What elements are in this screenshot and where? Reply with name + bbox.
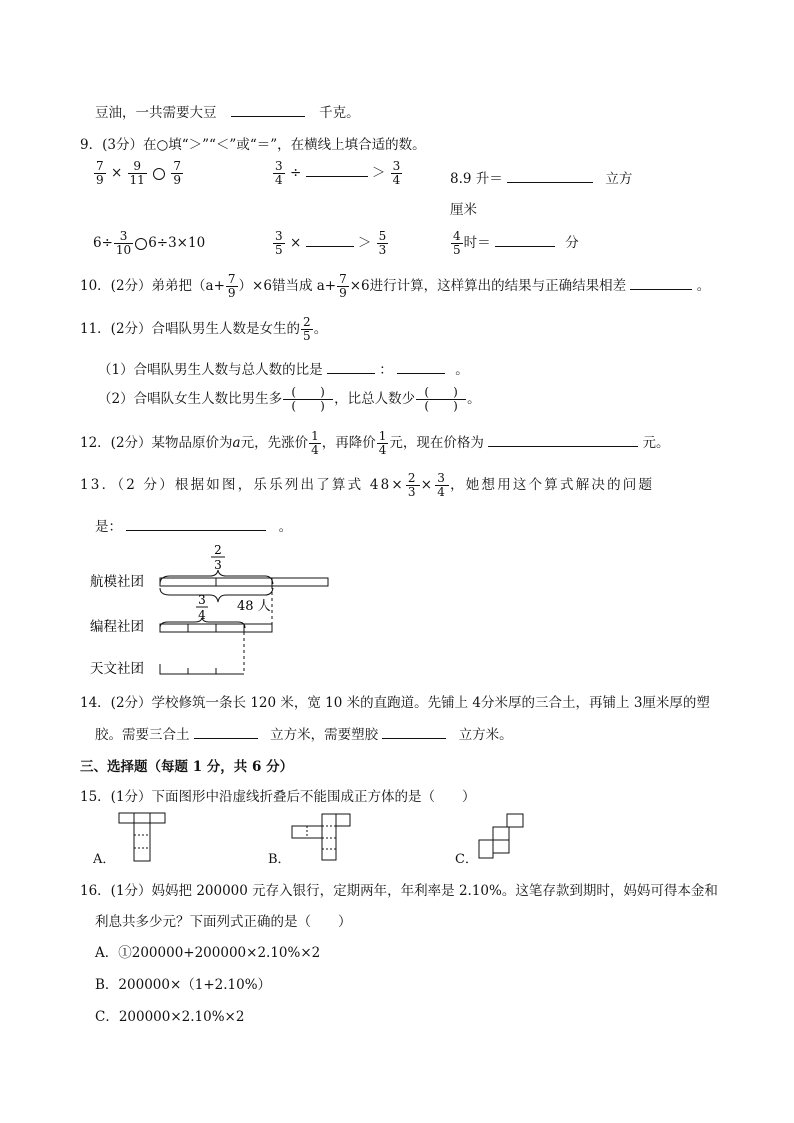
q11-blank-2[interactable] bbox=[397, 359, 445, 374]
fraction: $\frac{3}{10}$ bbox=[115, 229, 132, 257]
q15-stem: 15．(1分）下面图形中沿虚线折叠后不能围成正方体的是（ ） bbox=[80, 789, 476, 805]
text: ，比总人数少 bbox=[334, 391, 416, 407]
text: 立方米，需要塑胶 bbox=[270, 727, 379, 743]
fraction: $\frac{3}{5}$ bbox=[275, 229, 283, 257]
q11-blank-1[interactable] bbox=[327, 359, 375, 374]
q9-row2-b bbox=[272, 230, 389, 257]
q15-option-b[interactable]: B． bbox=[268, 852, 291, 867]
net-a-icon bbox=[118, 812, 168, 864]
variable: a bbox=[232, 435, 241, 451]
frac-den: 3 bbox=[214, 558, 222, 572]
text: 。 bbox=[696, 278, 711, 294]
q9-row1-c bbox=[450, 167, 632, 187]
unit: 立方 bbox=[605, 171, 633, 187]
fraction: $\frac{4}{5}$ bbox=[453, 229, 461, 257]
q10-blank[interactable] bbox=[630, 275, 692, 290]
aviation-bar bbox=[160, 578, 328, 586]
text: 。 bbox=[467, 391, 481, 407]
fraction: $\frac{5}{3}$ bbox=[378, 229, 387, 257]
q15-option-a[interactable]: A． bbox=[93, 852, 116, 867]
text: ）×6错当成 a+ bbox=[238, 278, 337, 294]
q9-row1-a bbox=[93, 160, 184, 187]
operator: ＞ bbox=[357, 235, 372, 251]
q11-s1 bbox=[98, 358, 469, 378]
q16-option-a[interactable]: A．①200000+200000×2.10%×2 bbox=[95, 945, 321, 961]
astronomy-bar bbox=[160, 664, 244, 674]
text: ： bbox=[379, 362, 393, 378]
unit: 元。 bbox=[642, 435, 670, 451]
q9-row1-b bbox=[272, 160, 403, 187]
q16-line1: 16．(1分）妈妈把 200000 元存入银行，定期两年，年利率是 2.10%。这笔存款到期时，妈妈可得本金和 bbox=[80, 883, 718, 899]
fraction: $\frac{7}{9}$ bbox=[227, 272, 236, 300]
q13 bbox=[80, 472, 654, 499]
operator: × bbox=[110, 165, 123, 181]
text: 。 bbox=[313, 321, 328, 337]
q9-blank-c1[interactable] bbox=[507, 168, 593, 183]
fraction: $\frac{3}{4}$ bbox=[275, 159, 283, 187]
q10 bbox=[80, 273, 710, 300]
text: 立方米。 bbox=[458, 727, 513, 743]
label-aviation: 航模社团 bbox=[90, 574, 144, 590]
text: （2）合唱队女生人数比男生多 bbox=[98, 391, 283, 407]
net-c-icon bbox=[477, 812, 529, 862]
compare-circle[interactable] bbox=[153, 168, 165, 180]
text: 12．(2分）某物品原价为 bbox=[80, 435, 233, 451]
q9-blank-b1[interactable] bbox=[306, 162, 368, 177]
q8-tail bbox=[95, 101, 360, 121]
text: （1）合唱队男生人数与总人数的比是 bbox=[98, 362, 323, 378]
mid-brace bbox=[160, 618, 245, 628]
q9-unit2: 厘米 bbox=[450, 202, 477, 218]
q16-option-b[interactable]: B．200000×（1+2.10%） bbox=[95, 977, 272, 993]
q12 bbox=[80, 430, 669, 457]
text: 。 bbox=[278, 519, 293, 535]
q16-option-c[interactable]: C．200000×2.10%×2 bbox=[95, 1009, 245, 1025]
unit: 分 bbox=[565, 235, 579, 251]
section-3-heading: 三、选择题（每题 1 分，共 6 分） bbox=[80, 759, 294, 775]
text: 6÷ bbox=[93, 235, 113, 251]
text: 元，现在价格为 bbox=[389, 435, 484, 451]
text: 是： bbox=[95, 519, 122, 535]
text: 胶。需要三合土 bbox=[95, 727, 190, 743]
q8-text: 豆油，一共需要大豆 bbox=[95, 105, 217, 121]
bar-diagram bbox=[90, 540, 350, 685]
net-b-icon bbox=[291, 812, 355, 864]
text: 13．（2 分）根据如图，乐乐列出了算式 bbox=[80, 477, 364, 493]
q9-blank-c2[interactable] bbox=[495, 232, 555, 247]
fraction: $\frac{1}{4}$ bbox=[311, 429, 319, 457]
frac-den: 4 bbox=[198, 608, 206, 622]
q9-blank-b2[interactable] bbox=[306, 232, 354, 247]
operator: × bbox=[289, 235, 302, 251]
text: ，她想用这个算式解决的问题 bbox=[450, 477, 655, 493]
text: ，再降价 bbox=[321, 435, 376, 451]
q11-s2 bbox=[98, 386, 481, 413]
q15-option-c[interactable]: C． bbox=[455, 852, 478, 867]
q13-line2 bbox=[95, 515, 292, 535]
fraction: $\frac{7}{9}$ bbox=[339, 272, 347, 300]
fraction: $\frac{9}{11}$ bbox=[129, 159, 145, 187]
fraction: $\frac{3}{4}$ bbox=[392, 159, 401, 187]
q13-blank[interactable] bbox=[126, 516, 266, 531]
text: 。 bbox=[455, 362, 469, 378]
fraction: $\frac{2}{3}$ bbox=[407, 471, 418, 499]
compare-circle[interactable] bbox=[135, 238, 147, 250]
operator: × bbox=[420, 477, 435, 493]
fraction: $\frac{3}{4}$ bbox=[437, 471, 448, 499]
text: 10．(2分）弟弟把（a+ bbox=[80, 278, 225, 294]
fraction: $\frac{7}{9}$ bbox=[96, 159, 104, 187]
text: 6÷3×10 bbox=[148, 235, 206, 251]
paren-fraction[interactable]: $\frac{( )}{( )}$ bbox=[283, 386, 333, 413]
frac-num: 3 bbox=[198, 593, 206, 607]
q16-line2: 利息共多少元？下面列式正确的是（ ） bbox=[95, 914, 352, 930]
text: ×6进行计算，这样算出的结果与正确结果相差 bbox=[349, 278, 627, 294]
q11-stem bbox=[80, 316, 327, 343]
text: 8.9 升＝ bbox=[450, 171, 503, 187]
q14-blank-2[interactable] bbox=[382, 724, 446, 739]
q14-blank-1[interactable] bbox=[194, 724, 258, 739]
text: 48× bbox=[369, 477, 405, 493]
q9-row2-c bbox=[450, 230, 579, 257]
paren-fraction[interactable]: $\frac{( )}{( )}$ bbox=[416, 386, 466, 413]
q8-unit: 千克。 bbox=[319, 105, 360, 121]
fraction: $\frac{1}{4}$ bbox=[378, 429, 387, 457]
text: 11．(2分）合唱队男生人数是女生的 bbox=[80, 321, 301, 337]
q9-row2-a bbox=[93, 230, 205, 257]
text: 元，先涨价 bbox=[240, 435, 309, 451]
operator: ＞ bbox=[371, 165, 386, 181]
operator: ÷ bbox=[289, 165, 302, 181]
q8-blank[interactable] bbox=[231, 102, 305, 117]
frac-num: 2 bbox=[214, 543, 222, 557]
label-programming: 编程社团 bbox=[90, 619, 144, 635]
q12-blank[interactable] bbox=[488, 432, 638, 447]
people-label: 48 人 bbox=[237, 599, 271, 614]
label-astronomy: 天文社团 bbox=[90, 661, 144, 677]
fraction: $\frac{2}{5}$ bbox=[303, 315, 311, 343]
fraction: $\frac{7}{9}$ bbox=[173, 159, 182, 187]
q9-stem: 9．(3分）在○填“＞”“＜”或“＝”，在横线上填合适的数。 bbox=[80, 137, 426, 153]
text: 时＝ bbox=[463, 235, 491, 251]
q14-line1: 14．(2分）学校修筑一条长 120 米，宽 10 米的直跑道。先铺上 4分米厚的三合土，再铺上 3厘米厚的塑 bbox=[80, 695, 710, 711]
q14-line2 bbox=[95, 723, 513, 743]
